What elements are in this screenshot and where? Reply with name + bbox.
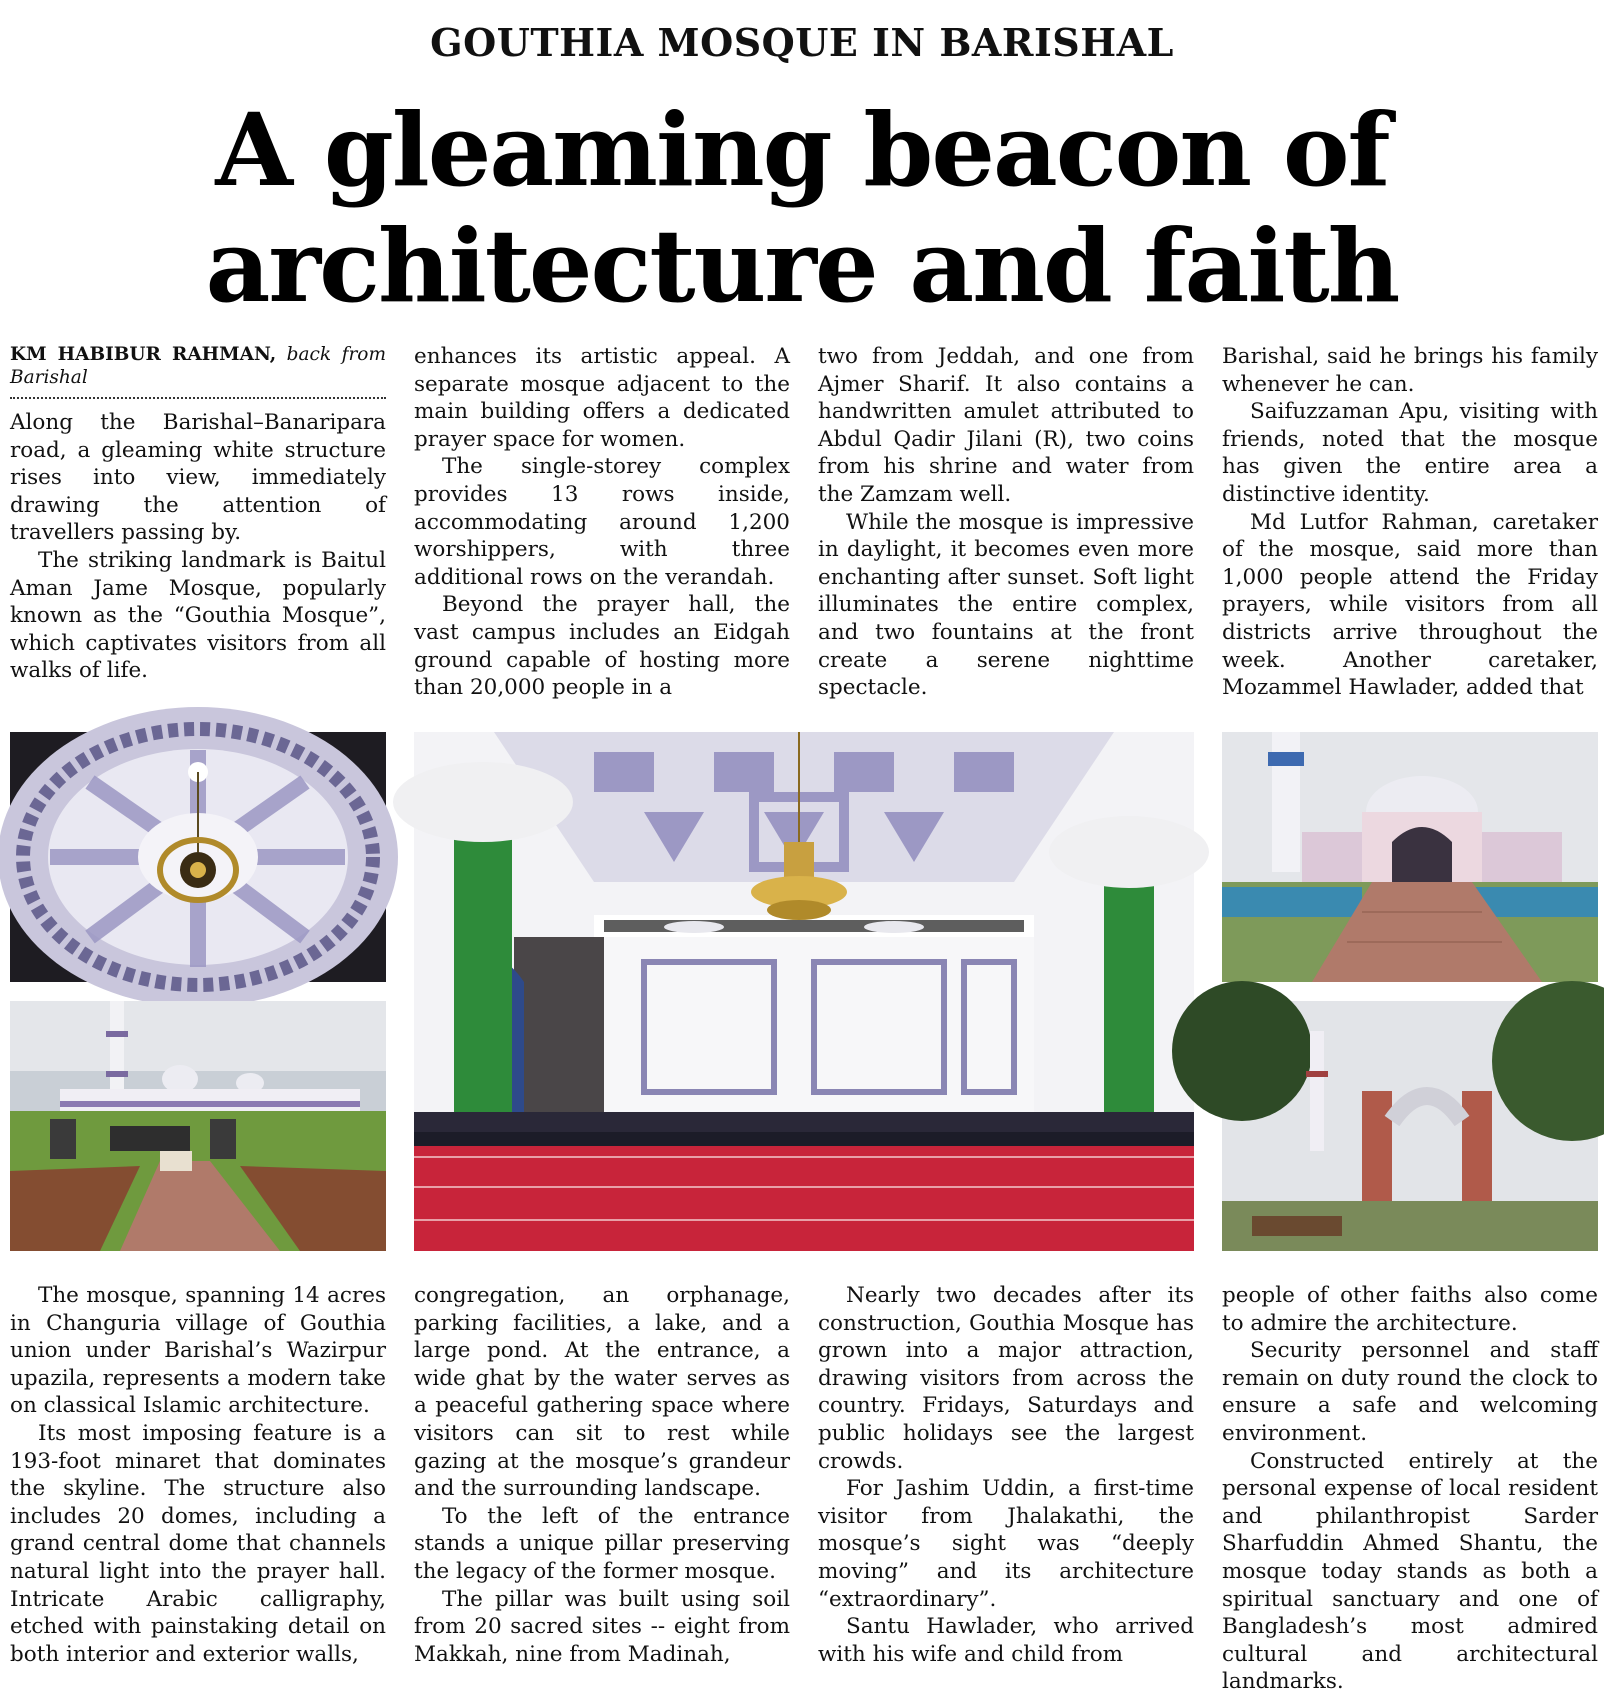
paragraph: congregation, an orphanage, parking facilities, a lake, and a large pond. At the entrance, a wide ghat by the water serves as a peaceful gathering space where visitors can sit to rest while gazing at the mosque’s grandeur and the surrounding landscape. [414,1283,790,1502]
headline-line-2: architecture and faith [205,207,1399,325]
photo-gateway-arch [1222,1001,1598,1251]
paragraph: enhances its artistic appeal. A separate mosque adjacent to the main building offers a dedicated prayer space for women. [414,344,790,452]
paragraph: Beyond the prayer hall, the vast campus includes an Eidgah ground capable of hosting more than 20,000 people in a [414,592,790,701]
photo-prayer-hall [414,732,1194,1251]
mosque-entrance-image [1222,732,1598,982]
byline-name: KM HABIBUR RAHMAN, [10,344,277,365]
paragraph: The mosque, spanning 14 acres in Changuria village of Gouthia union under Barishal’s Wazirpur upazila, represents a modern take on classical Islamic architecture. [10,1283,386,1419]
section-kicker: GOUTHIA MOSQUE IN BARISHAL [430,20,1174,65]
paragraph: Saifuzzaman Apu, visiting with friends, noted that the mosque has given the entire area a distinctive identity. [1222,399,1598,507]
paragraph: Md Lutfor Rahman, caretaker of the mosque, said more than 1,000 people attend the Friday prayers, while visitors from all districts arrive throughout the week. Another caretaker, Mozammel Hawlader, added that [1222,509,1598,701]
top-column-3 [818,343,1194,703]
bottom-column-4 [1222,1282,1598,1695]
paragraph: The single-storey complex provides 13 rows inside, accommodating around 1,200 worshippers, with three additional rows on the verandah. [414,454,790,590]
gateway-arch-image [1222,1001,1598,1251]
paragraph: The pillar was built using soil from 20 sacred sites -- eight from Makkah, nine from Madinah, [414,1586,790,1667]
top-column-4 [1222,343,1598,703]
photo-mosque-entrance [1222,732,1598,982]
dome-chandelier-image [10,732,386,982]
paragraph: The striking landmark is Baitul Aman Jame Mosque, popularly known as the “Gouthia Mosque”, which captivates visitors from all walks of life. [10,547,386,684]
paragraph: people of other faiths also come to admire the architecture. [1222,1283,1598,1336]
bottom-column-2 [414,1282,790,1674]
paragraph: Along the Barishal–Banaripara road, a gleaming white structure rises into view, immediately drawing the attention of travellers passing by. [10,410,386,546]
bottom-column-1 [10,1282,386,1674]
byline [10,343,386,399]
headline-line-1: A gleaming beacon of [215,91,1389,209]
photo-dome-interior [10,732,386,982]
bottom-column-3 [818,1282,1194,1674]
paragraph: Barishal, said he brings his family whenever he can. [1222,344,1598,397]
byline-dateline: back from Barishal [10,344,386,388]
paragraph: Santu Hawlader, who arrived with his wife and child from [818,1614,1194,1667]
prayer-hall-image [414,732,1194,1251]
paragraph: Its most imposing feature is a 193-foot minaret that dominates the skyline. The structure also includes 20 domes, including a grand central dome that channels natural light into the prayer hall. Intricate Arabic calligraphy, etched with painstaking detail on both interior and exterior walls, [10,1420,386,1667]
mosque-garden-image [10,1001,386,1251]
paragraph: Constructed entirely at the personal expense of local resident and philanthropist Sarder Sharfuddin Ahmed Shantu, the mosque today stands as both a spiritual sanctuary and one of Bangladesh’s most admired cultural and architectural landmarks. [1222,1448,1598,1695]
paragraph: To the left of the entrance stands a unique pillar preserving the legacy of the former mosque. [414,1503,790,1584]
paragraph: Nearly two decades after its construction, Gouthia Mosque has grown into a major attraction, drawing visitors from across the country. Fridays, Saturdays and public holidays see the largest crowds. [818,1283,1194,1474]
headline [0,92,1604,324]
paragraph: two from Jeddah, and one from Ajmer Sharif. It also contains a handwritten amulet attributed to Abdul Qadir Jilani (R), two coins from his shrine and water from the Zamzam well. [818,344,1194,507]
photo-mosque-garden [10,1001,386,1251]
paragraph: While the mosque is impressive in daylight, it becomes even more enchanting after sunset. Soft light illuminates the entire complex, and two fountains at the front create a serene nighttime spectacle. [818,509,1194,701]
top-column-2 [414,343,790,703]
paragraph: For Jashim Uddin, a first-time visitor from Jhalakathi, the mosque’s sight was “deeply moving” and its architecture “extraordinary”. [818,1476,1194,1612]
paragraph: Security personnel and staff remain on duty round the clock to ensure a safe and welcoming environment. [1222,1338,1598,1446]
top-column-1 [10,343,386,703]
